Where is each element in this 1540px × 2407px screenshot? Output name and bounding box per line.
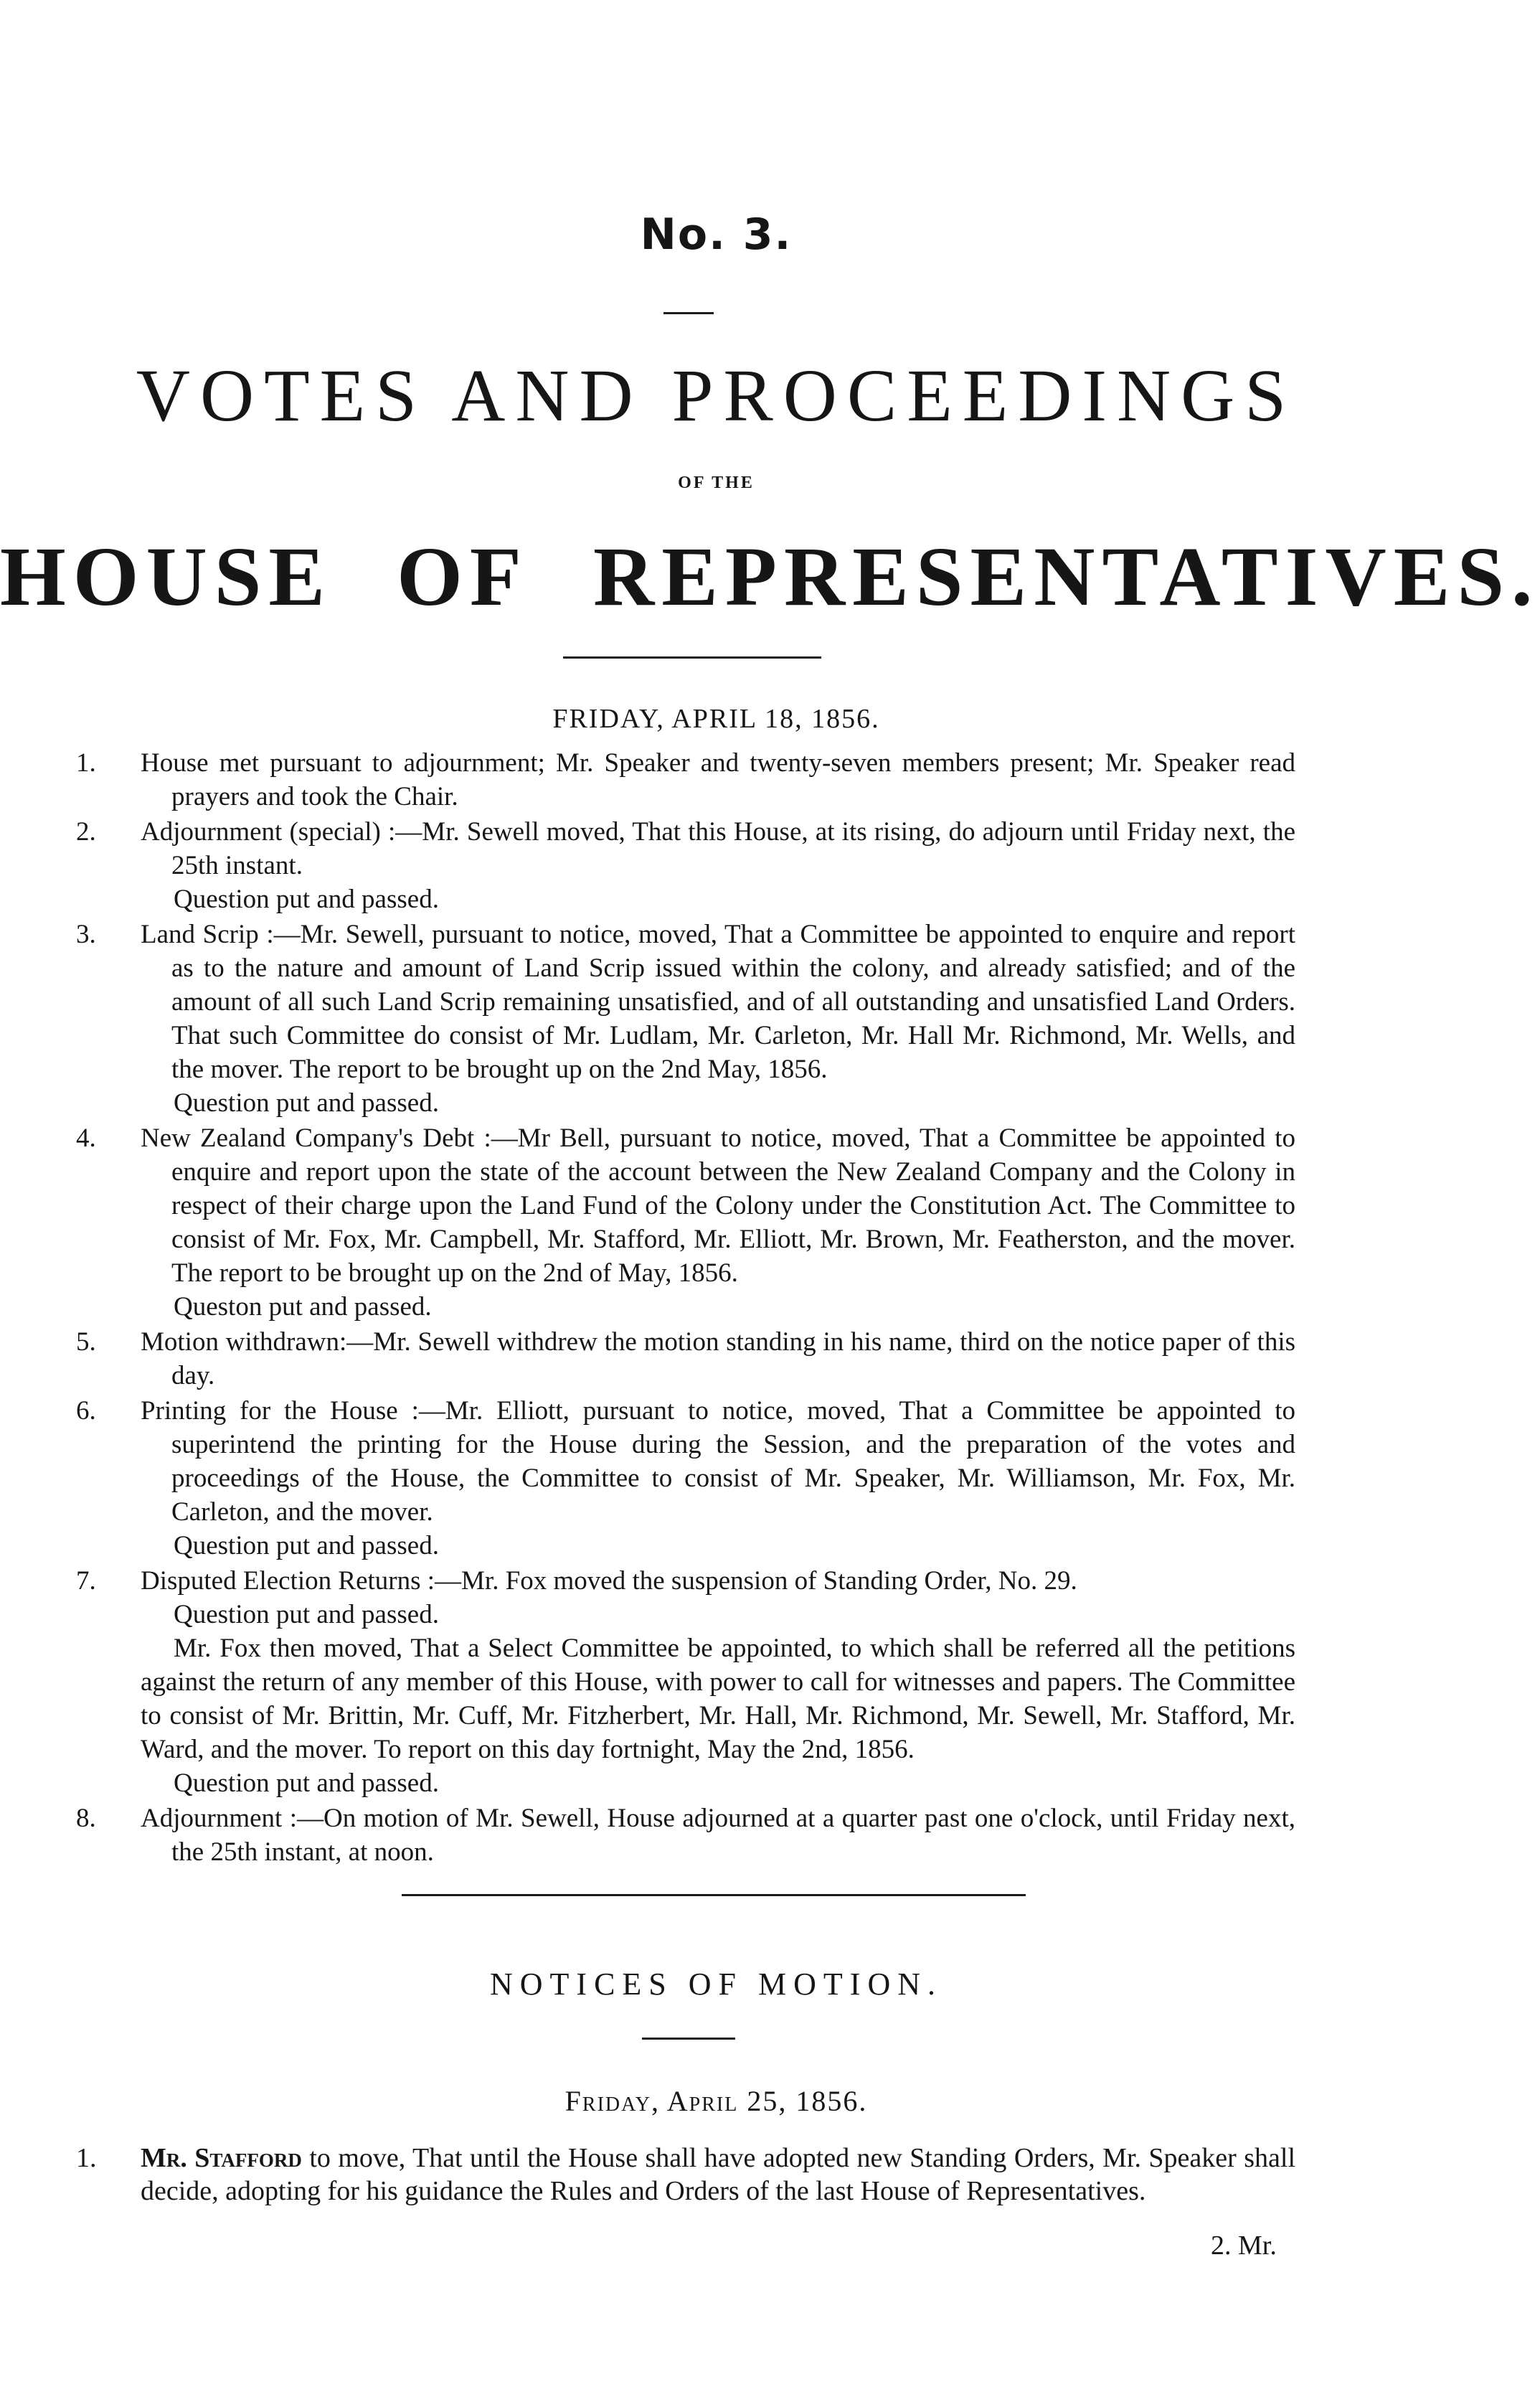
- item-question: Question put and passed.: [174, 1768, 439, 1798]
- item-number: 7.: [76, 1566, 96, 1596]
- proceeding-item: [76, 1394, 1295, 1563]
- document-number: No. 3.: [640, 209, 793, 260]
- proceedings-list: [76, 746, 1295, 1870]
- notices-list: [76, 2142, 1295, 2208]
- item-number: 2.: [76, 817, 96, 847]
- short-rule: [642, 2038, 735, 2040]
- item-number: 8.: [76, 1804, 96, 1833]
- item-number: 1.: [76, 748, 96, 778]
- item-question: Question put and passed.: [174, 1600, 439, 1629]
- proceeding-item: [76, 746, 1295, 814]
- item-text: Motion withdrawn:—Mr. Sewell withdrew the motion standing in his name, third on the notice paper of this day.: [141, 1327, 1295, 1390]
- title-rule: [563, 656, 821, 659]
- title-house-of-representatives: [0, 529, 1540, 623]
- proceeding-item: [76, 1564, 1295, 1800]
- proceedings-date: FRIDAY, APRIL 18, 1856.: [552, 704, 880, 734]
- item-question: Question put and passed.: [174, 1531, 439, 1560]
- notice-text: to move, That until the House shall have adopted new Standing Orders, Mr. Speaker shall decide, adopting for his guidance the Rules and Orders of the last House of Representatives.: [141, 2143, 1295, 2206]
- section-rule: [402, 1894, 1026, 1896]
- item-number: 4.: [76, 1124, 96, 1153]
- catchword: 2. Mr.: [1211, 2231, 1277, 2261]
- proceeding-item: [76, 1325, 1295, 1393]
- notice-item: [76, 2142, 1295, 2208]
- item-text: New Zealand Company's Debt :—Mr Bell, pursuant to notice, moved, That a Committee be appointed to enquire and report upon the state of the account between the New Zealand Company and the Colony in respect of their charge upon the Land Fund of the Colony under the Constitution Act. The Committee to consist of Mr. Fox, Mr. Campbell, Mr. Stafford, Mr. Elliott, Mr. Brown, Mr. Featherston, and the mover. The report to be brought up on the 2nd of May, 1856.: [141, 1124, 1295, 1288]
- proceeding-item: [76, 1121, 1295, 1324]
- item-question: Queston put and passed.: [174, 1292, 432, 1322]
- item-number: 3.: [76, 920, 96, 949]
- title-of-the: OF THE: [678, 474, 755, 492]
- item-question: Question put and passed.: [174, 885, 439, 914]
- item-text: Printing for the House :—Mr. Elliott, pursuant to notice, moved, That a Committee be appointed to superintend the printing for the House during the Session, and the preparation of the votes and proceedings of the House, the Committee to consist of Mr. Speaker, Mr. Williamson, Mr. Fox, Mr. Carleton, and the mover.: [141, 1396, 1295, 1527]
- title-word-house: HOUSE: [0, 529, 333, 623]
- item-text: House met pursuant to adjournment; Mr. Speaker and twenty-seven members present; Mr. Speaker read prayers and took the Chair.: [141, 748, 1295, 811]
- item-number: 6.: [76, 1396, 96, 1426]
- notices-date: Friday, April 25, 1856.: [564, 2085, 868, 2117]
- item-question: Question put and passed.: [174, 1088, 439, 1118]
- title-word-representatives: REPRESENTATIVES.: [593, 529, 1540, 623]
- proceeding-item: [76, 815, 1295, 916]
- item-number: 1.: [76, 2143, 97, 2173]
- item-number: 5.: [76, 1327, 96, 1357]
- proceeding-item: [76, 1801, 1295, 1869]
- item-text: Adjournment :—On motion of Mr. Sewell, House adjourned at a quarter past one o'clock, until Friday next, the 25th instant, at noon.: [141, 1804, 1295, 1867]
- title-votes-and-proceedings: VOTES AND PROCEEDINGS: [136, 354, 1297, 437]
- proceeding-item: [76, 918, 1295, 1120]
- title-word-of: OF: [397, 529, 529, 623]
- item-paragraph: Mr. Fox then moved, That a Select Committee be appointed, to which shall be referred all the petitions against the return of any member of this House, with power to call for witnesses and papers. The Committee to consist of Mr. Brittin, Mr. Cuff, Mr. Fitzherbert, Mr. Hall, Mr. Richmond, Mr. Sewell, Mr. Stafford, Mr. Ward, and the mover. To report on this day fortnight, May the 2nd, 1856.: [141, 1634, 1295, 1764]
- item-text: Land Scrip :—Mr. Sewell, pursuant to notice, moved, That a Committee be appointed to enquire and report as to the nature and amount of Land Scrip issued within the colony, and already satisfied; and of the amount of all such Land Scrip remaining unsatisfied, and of all outstanding and unsatisfied Land Orders. That such Committee do consist of Mr. Ludlam, Mr. Carleton, Mr. Hall Mr. Richmond, Mr. Wells, and the mover. The report to be brought up on the 2nd May, 1856.: [141, 920, 1295, 1084]
- short-rule: [663, 312, 714, 314]
- item-text: Adjournment (special) :—Mr. Sewell moved, That this House, at its rising, do adjourn until Friday next, the 25th instant.: [141, 817, 1295, 880]
- notices-heading: NOTICES OF MOTION.: [490, 1966, 943, 2002]
- notice-mover: Mr. Stafford: [141, 2143, 302, 2173]
- item-text: Disputed Election Returns :—Mr. Fox moved the suspension of Standing Order, No. 29.: [141, 1566, 1077, 1596]
